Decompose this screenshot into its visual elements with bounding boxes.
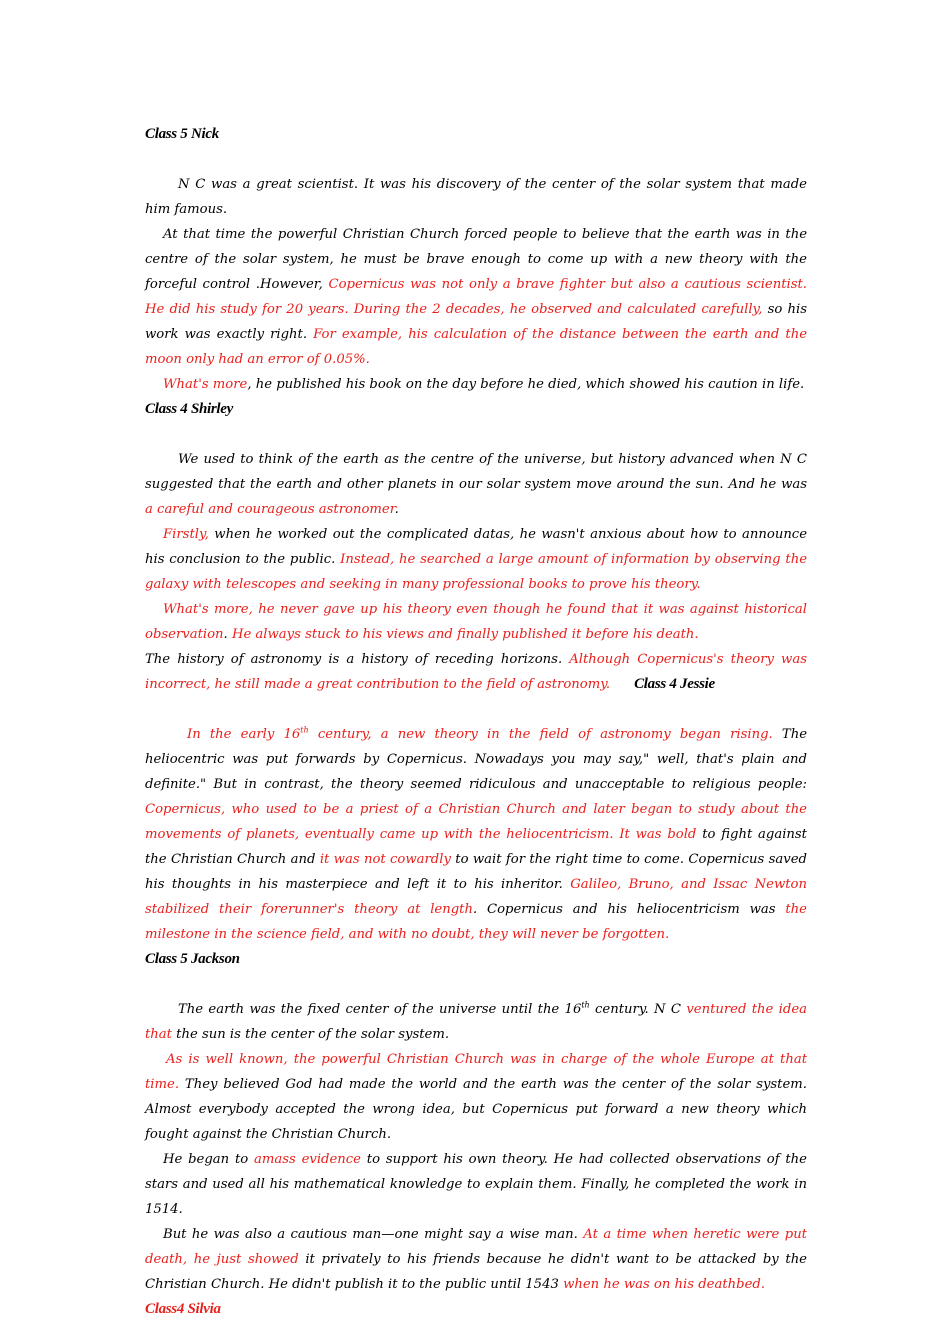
section-heading-jessie: Class 4 Jessie <box>634 676 715 692</box>
jackson-paragraph-4: But he was also a cautious man—one might say a wise man. At a time when heretic were put death, he just showed it privately to his friends because he didn't want to be attacked by the Christian Church. He didn't publish it to the public until 1543 when he was on his deathbed. <box>145 1227 807 1292</box>
jackson-paragraph-2: As is well known, the powerful Christian Church was in charge of the whole Europe at that time. They believed God had made the world and the earth was the center of the solar system. Almost everybody accepted the wrong idea, but Copernicus put forward a new theory which fought against the Christian Church. <box>145 1052 807 1142</box>
section-heading-jackson: Class 5 Jackson <box>145 951 240 967</box>
nick-paragraph-3: What's more, he published his book on the day before he died, which showed his caution in life. <box>163 377 805 392</box>
document-body <box>145 122 807 1322</box>
jessie-paragraph-1: In the early 16th century, a new theory in the field of astronomy began rising. The heliocentric was put forwards by Copernicus. Nowadays you may say," well, that's plain and definite." But in contrast, the theory seemed ridiculous and unacceptable to religious people: Copernicus, who used to be a priest of a Christian Church and later began to study about the movements of planets, eventually came up with the heliocentricism. It was bold to fight against the Christian Church and it was not cowardly to wait for the right time to come. Copernicus saved his thoughts in his masterpiece and left it to his inheritor. Galileo, Bruno, and Issac Newton stabilized their forerunner's theory at length. Copernicus and his heliocentricism was the milestone in the science field, and with no doubt, they will never be forgotten. <box>145 725 807 942</box>
shirley-paragraph-1: We used to think of the earth as the centre of the universe, but history advanced when N C suggested that the earth and other planets in our solar system move around the sun. And he was a careful and courageous astronomer. <box>145 452 807 517</box>
shirley-paragraph-2: Firstly, when he worked out the complicated datas, he wasn't anxious about how to announce his conclusion to the public. Instead, he searched a large amount of information by observing the galaxy with telescopes and seeking in many professional books to prove his theory. <box>145 527 808 592</box>
section-heading-shirley: Class 4 Shirley <box>145 401 234 417</box>
section-heading-silvia: Class4 Silvia <box>145 1301 221 1317</box>
shirley-paragraph-3: What's more, he never gave up his theory even though he found that it was against historical observation. He always stuck to his views and finally published it before his death. <box>145 602 807 642</box>
jackson-paragraph-1: The earth was the fixed center of the universe until the 16th century. N C ventured the idea that the sun is the center of the solar system. <box>145 1000 807 1042</box>
jackson-paragraph-3: He began to amass evidence to support his own theory. He had collected observations of the stars and used all his mathematical knowledge to explain them. Finally, he completed the work in 1514. <box>145 1152 807 1217</box>
nick-paragraph-1: N C was a great scientist. It was his discovery of the center of the solar system that made him famous. <box>145 177 807 217</box>
section-heading-nick: Class 5 Nick <box>145 126 219 142</box>
shirley-paragraph-4: The history of astronomy is a history of receding horizons. Although Copernicus's theory was incorrect, he still made a great contribution to the field of astronomy. Class 4 Jessie <box>145 652 807 692</box>
nick-paragraph-2: At that time the powerful Christian Church forced people to believe that the earth was in the centre of the solar system, he must be brave enough to come up with a new theory with the forceful control .However, Copernicus was not only a brave fighter but also a cautious scientist. He did his study for 20 years. During the 2 decades, he observed and calculated carefully, so his work was exactly right. For example, his calculation of the distance between the earth and the moon only had an error of 0.05%. <box>145 227 808 367</box>
